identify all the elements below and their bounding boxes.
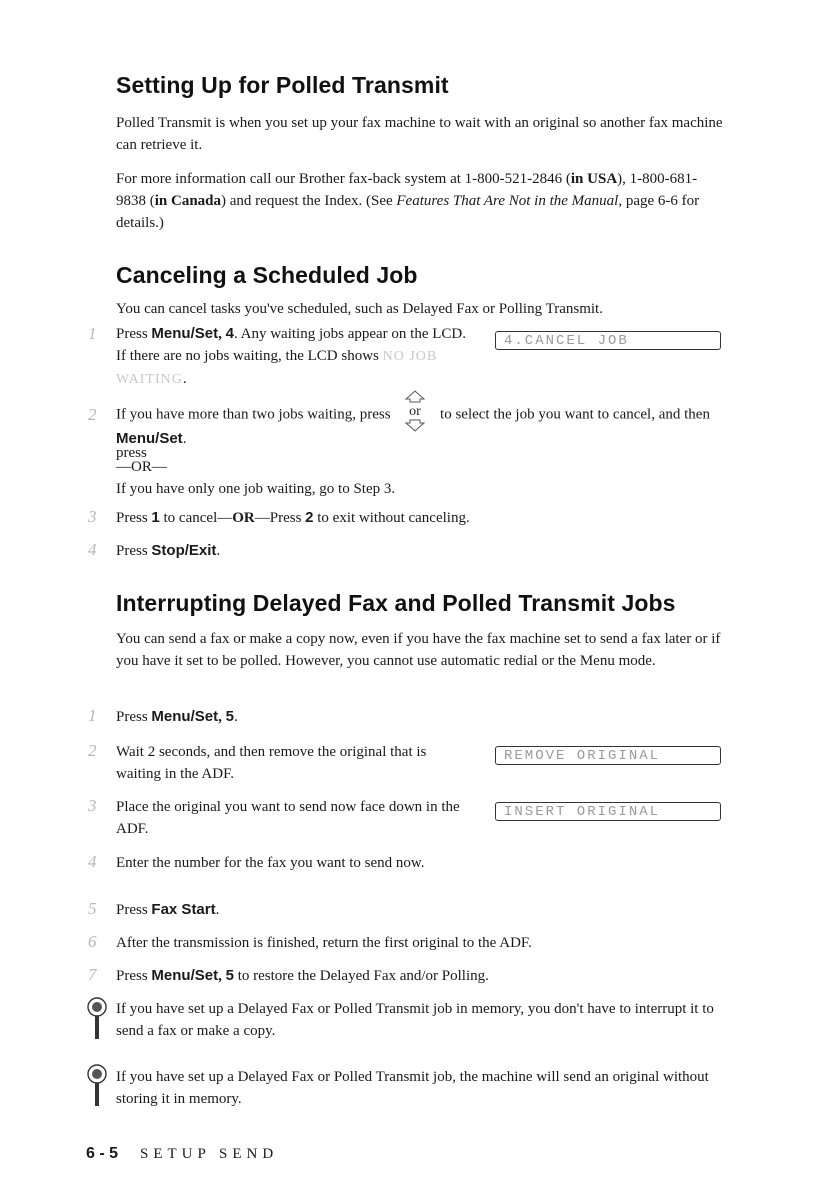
interrupt-step-1: Press Menu/Set, 5. (116, 708, 238, 725)
step-number: 5 (88, 899, 97, 918)
cancel-step-2-alt: If you have only one job waiting, go to Step 3. (116, 481, 396, 497)
note-icon (86, 1064, 108, 1108)
interrupt-step-5: Press Fax Start. (116, 901, 220, 918)
fax-back-info: For more information call our Brother fax-back system at 1-800-521-2846 (in USA), 1-800-681-9838 (in Canada) and request the Index. (See Features That Are Not in the Manual, page 6-6 for details.) (116, 171, 700, 231)
note-memory-job: If you have set up a Delayed Fax or Polled Transmit job in memory, you don't have to interrupt it to send a fax or make a copy. (116, 1001, 714, 1039)
step-number: 4 (88, 852, 97, 871)
cancel-step-2-cont: Menu/Set. (116, 430, 187, 447)
lcd-display-cancel-job: 4.CANCEL JOB (495, 331, 721, 350)
cancel-step-2: If you have more than two jobs waiting, press or to select the job you want to cancel, and then press (116, 395, 726, 431)
step-number: 2 (88, 741, 97, 760)
cancel-step-3: Press 1 to cancel—OR—Press 2 to exit without canceling. (116, 509, 470, 526)
section-title-polled-transmit: Setting Up for Polled Transmit (116, 72, 449, 98)
cancel-step-2-or: —OR— (116, 459, 167, 475)
interrupting-intro: You can send a fax or make a copy now, even if you have the fax machine set to send a fax later or if you have it set to be polled. However, you cannot use automatic redial or the Menu mode. (116, 631, 721, 669)
page-footer (86, 1145, 278, 1163)
section-title-canceling-job: Canceling a Scheduled Job (116, 262, 418, 288)
interrupt-step-6: After the transmission is finished, return the first original to the ADF. (116, 935, 532, 951)
polled-transmit-description: Polled Transmit is when you set up your fax machine to wait with an original so another fax machine can retrieve it. (116, 115, 723, 153)
step-number: 3 (88, 507, 97, 526)
svg-text:or: or (409, 404, 422, 419)
section-title-interrupting-jobs: Interrupting Delayed Fax and Polled Transmit Jobs (116, 590, 676, 616)
step-number: 7 (88, 965, 97, 984)
page-number: 6 - 5 (86, 1145, 119, 1162)
interrupt-step-2: Wait 2 seconds, and then remove the original that is waiting in the ADF. (116, 744, 427, 782)
step-number: 3 (88, 796, 97, 815)
lcd-display-remove-original: REMOVE ORIGINAL (495, 746, 721, 765)
note-no-memory-job: If you have set up a Delayed Fax or Polled Transmit job, the machine will send an original without storing it in memory. (116, 1069, 709, 1107)
step-number: 6 (88, 932, 97, 951)
note-icon (86, 997, 108, 1041)
interrupt-step-7: Press Menu/Set, 5 to restore the Delayed Fax and/or Polling. (116, 967, 489, 984)
lcd-display-insert-original: INSERT ORIGINAL (495, 802, 721, 821)
canceling-intro: You can cancel tasks you've scheduled, such as Delayed Fax or Polling Transmit. (116, 301, 603, 317)
section-name: SETUP SEND (140, 1146, 279, 1162)
cancel-step-4: Press Stop/Exit. (116, 542, 221, 559)
interrupt-step-4: Enter the number for the fax you want to send now. (116, 855, 425, 871)
step-number: 2 (88, 405, 97, 424)
cancel-step-1: Press Menu/Set, 4. Any waiting jobs appear on the LCD. If there are no jobs waiting, the LCD shows NO JOB WAITING. (116, 325, 466, 387)
step-number: 1 (88, 706, 97, 725)
interrupt-step-3: Place the original you want to send now face down in the ADF. (116, 799, 460, 837)
step-number: 1 (88, 324, 97, 343)
lcd-message-no-job: NO JOB WAITING (116, 349, 438, 387)
step-number: 4 (88, 540, 97, 559)
